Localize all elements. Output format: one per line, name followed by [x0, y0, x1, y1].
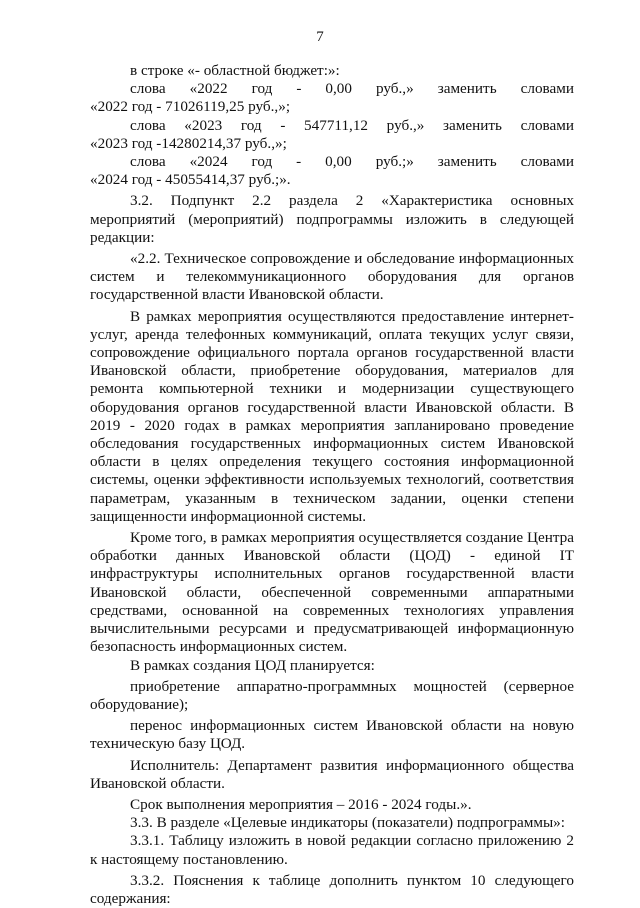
paragraph-2023-words: слова «2023 год - 547711,12 руб.,» заменить словами	[130, 116, 574, 134]
paragraph-2-2-title: «2.2. Техническое сопровождение и обследование информационных систем и телекоммуникационного оборудования для органов государственной власти Ивановской области.	[90, 250, 574, 304]
paragraph-2023-new: «2023 год -14280214,37 руб.,»;	[90, 134, 287, 152]
paragraph-term: Срок выполнения мероприятия – 2016 - 2024 годы.».	[130, 795, 472, 813]
paragraph-activity-description: В рамках мероприятия осуществляются предоставление интернет-услуг, аренда телефонных коммуникаций, оплата текущих услуг связи, сопровождение официального портала органов государственной власти Ивановской области, приобретение оборудования, материалов для ремонта компьютерной техники и модернизации существующего оборудования органов государственной власти Ивановской области. В 2019 - 2020 годах в рамках мероприятия запланировано проведение обследования государственных информационных систем Ивановской области в целях определения текущего состояния информационной системы, оценки эффективности используемых технологий, соответствия параметрам, указанным в техническом задании, оценки степени защищенности информационной системы.	[90, 307, 574, 525]
document-body	[90, 62, 574, 908]
paragraph-data-center: Кроме того, в рамках мероприятия осуществляется создание Центра обработки данных Ивановской области (ЦОД) - единой IT инфраструктуры исполнительных органов государственной власти Ивановской области, обеспеченной современными аппаратными средствами, основанной на современных технологиях управления вычислительными ресурсами и предусматривающей информационную безопасность информационных систем.	[90, 529, 574, 656]
paragraph-3-2: 3.2. Подпункт 2.2 раздела 2 «Характеристика основных мероприятий (мероприятий) подпрограммы изложить в следующей редакции:	[90, 192, 574, 246]
paragraph-2022-new: «2022 год - 71026119,25 руб.,»;	[90, 98, 291, 116]
paragraph-3-3: 3.3. В разделе «Целевые индикаторы (показатели) подпрограммы»:	[130, 814, 565, 832]
paragraph-3-3-2: 3.3.2. Пояснения к таблице дополнить пунктом 10 следующего содержания:	[90, 871, 574, 907]
paragraph-executor: Исполнитель: Департамент развития информационного общества Ивановской области.	[90, 756, 574, 792]
page-number: 7	[316, 29, 324, 45]
paragraph-2022-words: слова «2022 год - 0,00 руб.,» заменить словами	[130, 80, 574, 98]
paragraph-2024-new: «2024 год - 45055414,37 руб.;».	[90, 171, 291, 189]
paragraph-planned: В рамках создания ЦОД планируется:	[130, 656, 375, 674]
paragraph-migration: перенос информационных систем Ивановской области на новую техническую базу ЦОД.	[90, 717, 574, 753]
paragraph-2024-words: слова «2024 год - 0,00 руб.;» заменить словами	[130, 153, 574, 171]
paragraph-3-3-1: 3.3.1. Таблицу изложить в новой редакции согласно приложению 2 к настоящему постановлению.	[90, 832, 574, 868]
paragraph-budget-line: в строке «- областной бюджет:»:	[130, 62, 340, 79]
paragraph-hardware: приобретение аппаратно-программных мощностей (серверное оборудование);	[90, 677, 574, 713]
